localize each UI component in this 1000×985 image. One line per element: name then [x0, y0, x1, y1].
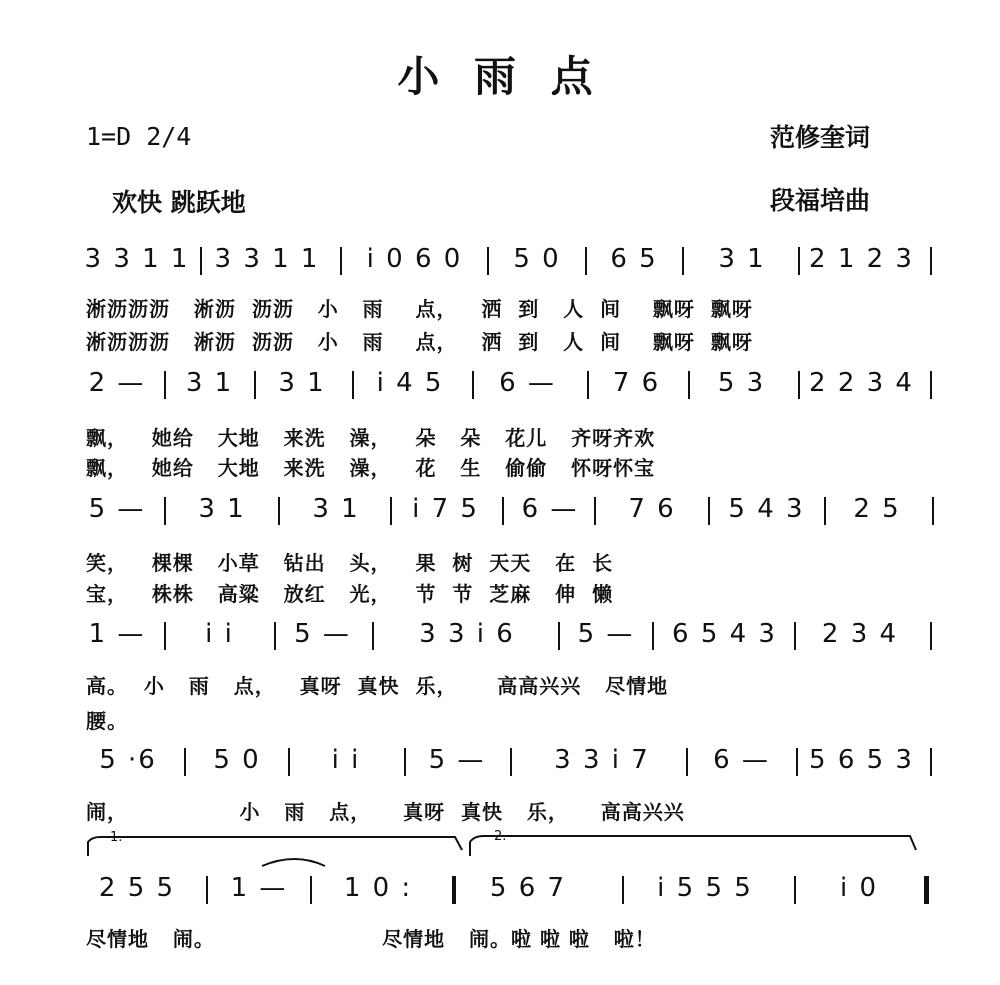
lyric-line: 飘， 她给 大地 来洗 澡， 花 生 偷偷 怀呀怀宝 [86, 456, 656, 480]
measure: i i [205, 619, 234, 649]
volta-second-ending-label: 2. [494, 829, 507, 844]
notation-row [82, 873, 940, 907]
measure: 6 — [521, 494, 579, 524]
measure: 5 6 7 [489, 873, 567, 903]
lyric-line: 宝， 株株 高粱 放红 光， 节 节 芝麻 伸 懒 [86, 582, 614, 606]
lyric-line: 高。 小 雨 点， 真呀 真快 乐， 高高兴兴 尽情地 [86, 674, 669, 698]
lyric-line: 腰。 [86, 709, 128, 733]
measure: 6 — [499, 368, 556, 398]
measure: 5 — [294, 619, 351, 649]
measure: 3 1 [278, 368, 326, 398]
final-bar-line [924, 876, 929, 904]
measure: 2 — [88, 368, 146, 398]
measure: i 0 [839, 873, 879, 903]
measure: 5 — [88, 494, 146, 524]
measure: 3 1 [198, 494, 246, 524]
lyric-line: 淅沥沥沥 淅沥 沥沥 小 雨 点， 洒 到 人 间 飘呀 飘呀 [86, 330, 753, 354]
measure: 5 — [428, 745, 486, 775]
measure: 5 0 [513, 244, 561, 274]
measure: 6 5 [610, 244, 658, 274]
measure: 3 1 [185, 368, 234, 398]
measure: 7 6 [612, 368, 661, 398]
song-title: 小 雨 点 [397, 52, 603, 101]
measure: i 5 5 5 [657, 873, 753, 903]
lyric-line: 笑， 棵棵 小草 钻出 头， 果 树 天天 在 长 [86, 551, 614, 575]
measure: i 0 6 0 [366, 244, 463, 274]
measure: 6 5 4 3 [672, 619, 777, 649]
lyric-line: 闹， 小 雨 点， 真呀 真快 乐， 高高兴兴 [86, 800, 685, 824]
bar-line [310, 876, 312, 904]
bar-line [206, 876, 208, 904]
measure: 3 1 [312, 494, 360, 524]
measure: i 4 5 [376, 368, 444, 398]
bar-line [622, 876, 624, 904]
measure: 5 3 [717, 368, 766, 398]
measure: 2 5 5 [98, 873, 176, 903]
measure: 5 ·6 [99, 745, 157, 775]
measure: 5 — [577, 619, 635, 649]
measure: 3 1 [718, 244, 766, 274]
measure: 3 3 i 6 [419, 619, 515, 649]
measure: 7 6 [628, 494, 676, 524]
measure: 3 3 1 1 [84, 244, 190, 274]
key-time-signature: 1=D 2/4 [86, 122, 192, 151]
volta-first-ending-label: 1. [110, 830, 123, 845]
lyricist-credit: 范修奎词 [770, 123, 871, 152]
lyric-line: 尽情地 闹。 尽情地 闹。啦 啦 啦 啦！ [86, 927, 656, 951]
measure: 2 1 2 3 [809, 244, 914, 274]
lyric-line: 淅沥沥沥 淅沥 沥沥 小 雨 点， 洒 到 人 间 飘呀 飘呀 [86, 297, 753, 321]
measure: 1 — [88, 619, 146, 649]
tempo-marking: 欢快 跳跃地 [112, 188, 246, 217]
lyric-line: 飘， 她给 大地 来洗 澡， 朵 朵 花儿 齐呀齐欢 [86, 426, 656, 450]
composer-credit: 段福培曲 [770, 186, 871, 215]
measure: 1 0 : [343, 873, 413, 903]
measure: 1 — [230, 873, 288, 903]
measure: 3 3 i 7 [554, 745, 650, 775]
bar-line [794, 876, 796, 904]
measure: 2 5 [853, 494, 901, 524]
measure: 3 3 1 1 [214, 244, 320, 274]
measure: i 7 5 [412, 494, 479, 524]
measure: i i [331, 745, 361, 775]
measure: 6 — [713, 745, 770, 775]
measure: 2 2 3 4 [809, 368, 914, 398]
repeat-bar-line [452, 876, 456, 904]
measure: 5 4 3 [728, 494, 805, 524]
measure: 5 0 [213, 745, 261, 775]
measure: 5 6 5 3 [809, 745, 914, 775]
measure: 2 3 4 [821, 619, 899, 649]
